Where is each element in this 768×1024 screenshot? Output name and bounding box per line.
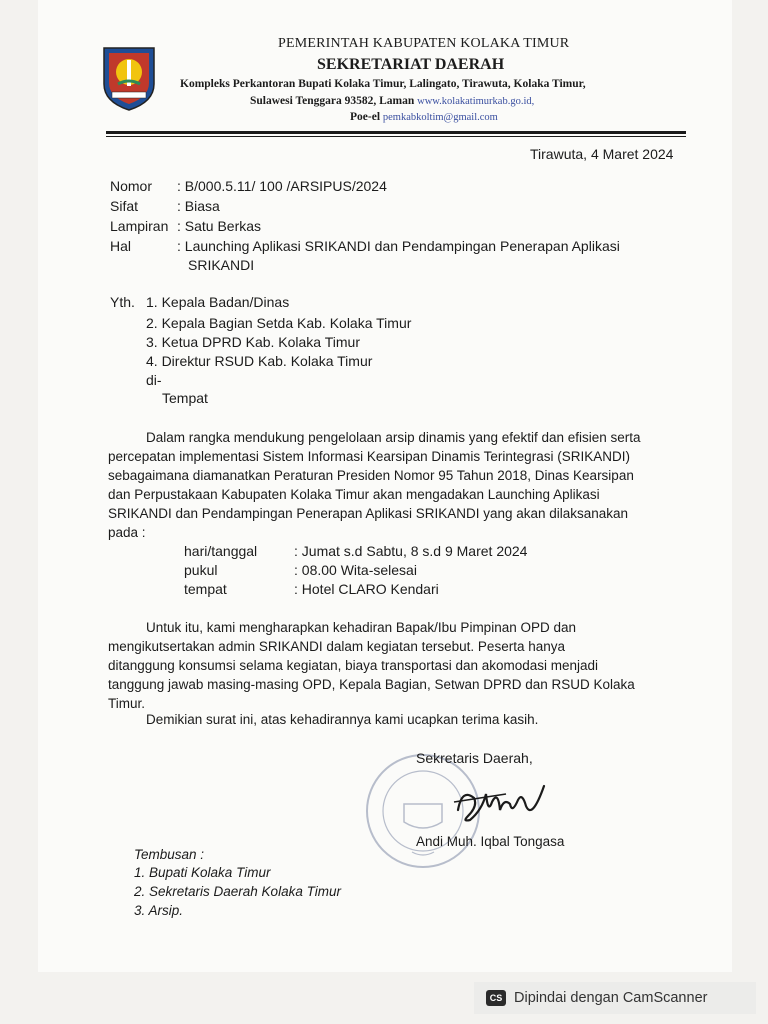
signer-title: Sekretaris Daerah, — [416, 750, 533, 766]
paragraph2-line: tanggung jawab masing-masing OPD, Kepala Bagian, Setwan DPRD dan RSUD Kolaka — [108, 677, 635, 692]
addressee-item: 3. Ketua DPRD Kab. Kolaka Timur — [146, 334, 360, 350]
letter-date: Tirawuta, 4 Maret 2024 — [530, 146, 674, 162]
camscanner-footer — [474, 982, 756, 1014]
schedule-value: : Hotel CLARO Kendari — [294, 581, 439, 597]
addressee-item: 1. Kepala Badan/Dinas — [146, 294, 290, 310]
meta-value-nomor: : B/000.5.11/ 100 /ARSIPUS/2024 — [177, 178, 387, 194]
paragraph2-line: Timur. — [108, 696, 145, 711]
meta-value-lampiran: : Satu Berkas — [177, 218, 262, 234]
meta-value-hal-continuation: SRIKANDI — [188, 257, 255, 273]
camscanner-text: Dipindai dengan CamScanner — [514, 990, 708, 1006]
address-line2-text: Sulawesi Tenggara 93582, Laman — [250, 95, 415, 107]
meta-label-nomor: Nomor — [110, 178, 153, 194]
addressee-di: di- — [146, 372, 162, 388]
kolaka-timur-logo-icon — [100, 44, 158, 112]
addressee-item: 4. Direktur RSUD Kab. Kolaka Timur — [146, 353, 373, 369]
signer-name: Andi Muh. Iqbal Tongasa — [416, 834, 565, 849]
paragraph2-line: Untuk itu, kami mengharapkan kehadiran Bapak/Ibu Pimpinan OPD dan — [146, 620, 576, 635]
email-link[interactable]: pemkabkoltim@gmail.com — [382, 112, 498, 123]
cc-item: 1. Bupati Kolaka Timur — [134, 865, 271, 880]
letterhead-divider-thick — [106, 131, 686, 134]
schedule-label: hari/tanggal — [184, 543, 258, 559]
letterhead-divider-thin — [106, 136, 686, 137]
cc-item: 2. Sekretaris Daerah Kolaka Timur — [134, 884, 341, 899]
meta-value-hal: : Launching Aplikasi SRIKANDI dan Pendampingan Penerapan Aplikasi — [177, 238, 620, 254]
addressee-prefix: Yth. — [110, 294, 135, 310]
paragraph1-line: sebagaimana diamanatkan Peraturan Presiden Nomor 95 Tahun 2018, Dinas Kearsipan — [108, 468, 634, 483]
schedule-value: : Jumat s.d Sabtu, 8 s.d 9 Maret 2024 — [294, 543, 528, 559]
paragraph2-line: mengikutsertakan admin SRIKANDI dalam kegiatan tersebut. Peserta hanya — [108, 639, 565, 654]
paragraph1-line: Dalam rangka mendukung pengelolaan arsip dinamis yang efektif dan efisien serta — [146, 430, 641, 445]
meta-label-lampiran: Lampiran — [110, 218, 169, 234]
schedule-label: pukul — [184, 562, 218, 578]
cc-item: 3. Arsip. — [134, 903, 184, 918]
letterhead-office: SEKRETARIAT DAERAH — [317, 56, 505, 73]
paragraph1-line: SRIKANDI dan Pendampingan Penerapan Aplikasi SRIKANDI yang akan dilaksanakan — [108, 506, 629, 521]
letterhead-email-line — [350, 111, 498, 123]
meta-label-sifat: Sifat — [110, 198, 139, 214]
addressee-item: 2. Kepala Bagian Setda Kab. Kolaka Timur — [146, 315, 412, 331]
paragraph1-line: percepatan implementasi Sistem Informasi Kearsipan Dinamis Terintegrasi (SRIKANDI) — [108, 449, 630, 464]
letterhead-address-line1: Kompleks Perkantoran Bupati Kolaka Timur, Lalingato, Tirawuta, Kolaka Timur, — [180, 78, 586, 90]
letterhead-address-line2 — [250, 95, 534, 107]
camscanner-logo-icon: CS — [486, 990, 506, 1006]
website-link[interactable]: www.kolakatimurkab.go.id, — [417, 96, 535, 107]
paragraph1-line: pada : — [108, 525, 146, 540]
meta-value-sifat: : Biasa — [177, 198, 220, 214]
schedule-value: : 08.00 Wita-selesai — [294, 562, 417, 578]
schedule-label: tempat — [184, 581, 227, 597]
paragraph1-line: dan Perpustakaan Kabupaten Kolaka Timur akan mengadakan Launching Aplikasi — [108, 487, 600, 502]
letterhead-government: PEMERINTAH KABUPATEN KOLAKA TIMUR — [278, 36, 570, 51]
paragraph2-line: ditanggung konsumsi selama kegiatan, biaya transportasi dan akomodasi menjadi — [108, 658, 599, 673]
addressee-place: Tempat — [162, 390, 208, 406]
meta-label-hal: Hal — [110, 238, 132, 254]
cc-heading: Tembusan : — [134, 847, 205, 862]
closing-sentence: Demikian surat ini, atas kehadirannya kami ucapkan terima kasih. — [146, 712, 539, 727]
email-prefix: Poe-el — [350, 111, 381, 123]
handwritten-signature-icon — [448, 780, 558, 828]
